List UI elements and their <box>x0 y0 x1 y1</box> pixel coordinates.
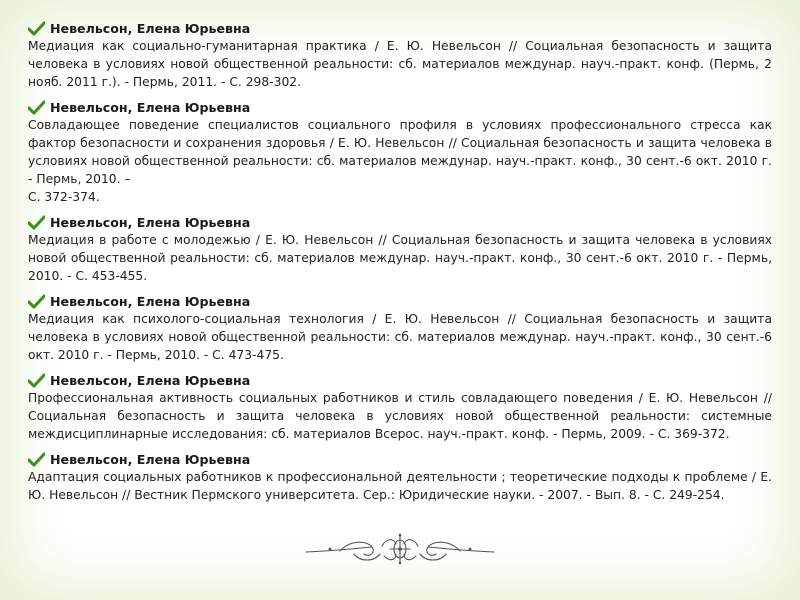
publication-entry <box>28 20 772 91</box>
ornament-divider-icon <box>300 532 500 566</box>
entry-header <box>28 214 772 231</box>
entry-header <box>28 20 772 37</box>
citation-text: Медиация как психолого-социальная технология / Е. Ю. Невельсон // Социальная безопасность и защита человека в условиях новой общественной реальности: сб. материалов междунар. науч.-практ. конф., 30 сент.-6 окт. 2010 г. - Пермь, 2010. - С. 473-475. <box>28 312 772 362</box>
author-name: Невельсон, Елена Юрьевна <box>50 294 251 309</box>
publication-entry <box>28 214 772 285</box>
author-name: Невельсон, Елена Юрьевна <box>50 21 251 36</box>
checkmark-icon <box>28 21 45 37</box>
citation-text: Совладающее поведение специалистов социального профиля в условиях профессионального стресса как фактор безопасности и сохранения здоровья / Е. Ю. Невельсон // Социальная безопасность и защита человека в условиях новой общественной реальности: сб. материалов междунар. науч.-практ. конф., 30 сент.-6 окт. 2010 г. - Пермь, 2010. – <box>28 118 772 186</box>
author-name: Невельсон, Елена Юрьевна <box>50 373 251 388</box>
citation-text: Адаптация социальных работников к профессиональной деятельности ; теоретические подходы к проблеме / Е. Ю. Невельсон // Вестник Пермского университета. Сер.: Юридические науки. - 2007. - Вып. 8. - С. 249-254. <box>28 470 772 502</box>
publication-entry <box>28 99 772 206</box>
citation-text: Медиация как социально-гуманитарная практика / Е. Ю. Невельсон // Социальная безопасность и защита человека в условиях новой общественной реальности: сб. материалов междунар. науч.-практ. конф. (Пермь, 2 нояб. 2011 г.). - Пермь, 2011. - С. 298-302. <box>28 39 772 89</box>
author-name: Невельсон, Елена Юрьевна <box>50 452 251 467</box>
checkmark-icon <box>28 215 45 231</box>
publication-entry <box>28 451 772 504</box>
checkmark-icon <box>28 373 45 389</box>
entry-header <box>28 293 772 310</box>
checkmark-icon <box>28 294 45 310</box>
publication-entry <box>28 293 772 364</box>
citation-text: Медиация в работе с молодежью / Е. Ю. Невельсон // Социальная безопасность и защита человека в условиях новой общественной реальности: сб. материалов междунар. науч.-практ. конф., 30 сент.-6 окт. 2010 г. - Пермь, 2010. - С. 453-455. <box>28 233 772 283</box>
citation-text: Профессиональная активность социальных работников и стиль совладающего поведения / Е. Ю. Невельсон // Социальная безопасность и защита человека в условиях новой общественной реальности: системные междисциплинарные исследования: сб. материалов Всерос. науч.-практ. конф. - Пермь, 2009. - С. 369-372. <box>28 391 772 441</box>
author-name: Невельсон, Елена Юрьевна <box>50 100 251 115</box>
entry-header <box>28 99 772 116</box>
author-name: Невельсон, Елена Юрьевна <box>50 215 251 230</box>
checkmark-icon <box>28 100 45 116</box>
entry-header <box>28 372 772 389</box>
checkmark-icon <box>28 452 45 468</box>
publication-list <box>28 20 772 512</box>
citation-pages: С. 372-374. <box>28 190 100 204</box>
publication-entry <box>28 372 772 443</box>
entry-header <box>28 451 772 468</box>
